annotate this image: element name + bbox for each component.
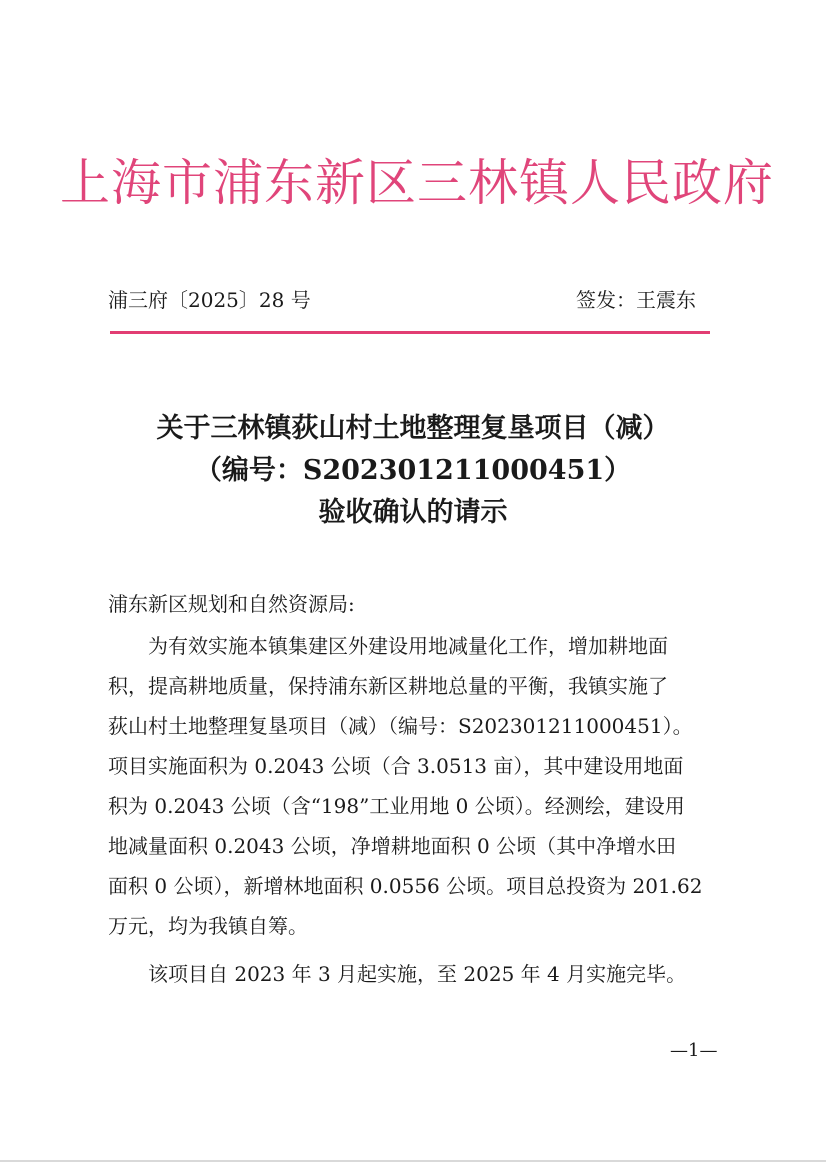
signer: 签发：王震东 [576,288,696,312]
paragraph-line: 积，提高耕地质量，保持浦东新区耕地总量的平衡，我镇实施了 [108,674,668,698]
paragraph-line: 该项目自 2023 年 3 月起实施，至 2025 年 4 月实施完毕。 [148,962,687,986]
title-line-1: 关于三林镇荻山村土地整理复垦项目（减） [156,413,670,444]
scan-bottom-edge [0,1160,826,1162]
paragraph-line: 荻山村土地整理复垦项目（减）（编号：S202301211000451）。 [108,714,693,738]
issuing-authority-header: 上海市浦东新区三林镇人民政府 [60,154,774,212]
paragraph-line: 万元，均为我镇自筹。 [108,914,308,938]
document-title [60,408,766,534]
title-line-3: 验收确认的请示 [318,497,508,528]
paragraph-line: 项目实施面积为 0.2043 公顷（合 3.0513 亩），其中建设用地面 [108,754,684,778]
document-info-line [108,280,708,320]
paragraph-line: 面积 0 公顷），新增林地面积 0.0556 公顷。项目总投资为 201.62 [108,874,703,898]
paragraph-line: 地减量面积 0.2043 公顷，净增耕地面积 0 公顷（其中净增水田 [108,834,677,858]
page-number: —1— [670,1040,718,1061]
document-number: 浦三府〔2025〕28 号 [108,288,311,312]
paragraph-line: 积为 0.2043 公顷（含“198”工业用地 0 公顷）。经测绘，建设用 [108,794,685,818]
red-divider-line [110,331,710,334]
title-line-2: （编号：S202301211000451） [194,455,632,486]
addressee: 浦东新区规划和自然资源局: [108,592,355,616]
paragraph-line: 为有效实施本镇集建区外建设用地减量化工作，增加耕地面 [148,634,668,658]
